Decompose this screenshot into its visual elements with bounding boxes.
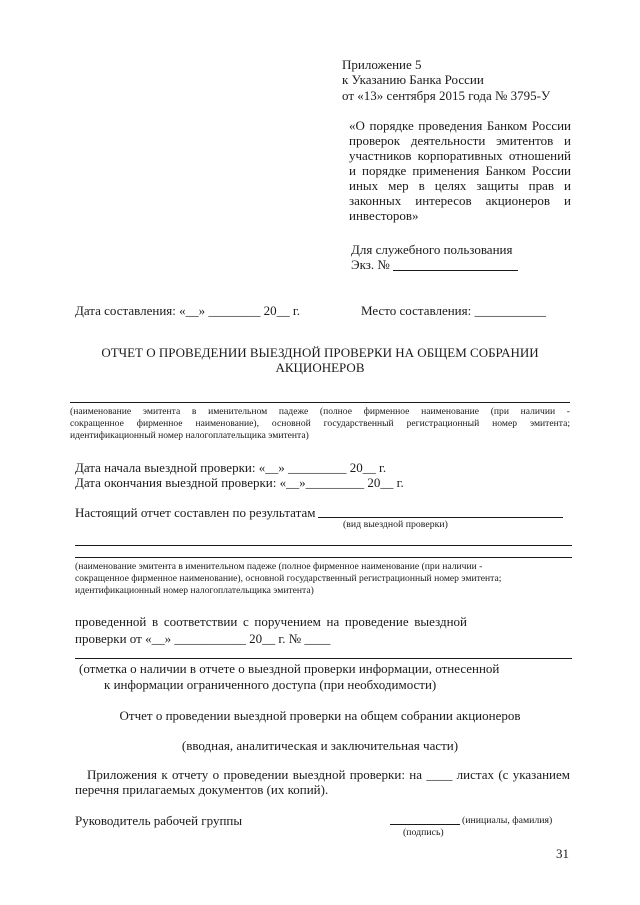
inspection-type-caption: (вид выездной проверки) — [343, 519, 448, 530]
copy-number-label: Экз. № — [351, 257, 390, 272]
order-line2: проверки от «__» ___________ 20__ г. № ____ — [75, 631, 331, 646]
issuer-caption-2 — [75, 561, 570, 597]
issuer-name-line — [70, 402, 570, 403]
reference-line: участников корпоративных отношений — [349, 148, 571, 163]
restricted-note-line1: (отметка о наличии в отчете о выездной проверки информации, отнесенной — [79, 661, 500, 676]
reference-line: и порядке применения Банком России — [349, 163, 571, 178]
reference-line: проверок деятельности эмитентов и — [349, 133, 571, 148]
report-parts: (вводная, аналитическая и заключительная части) — [181, 738, 459, 753]
caption-line: идентификационный номер налогоплательщика эмитента) — [70, 430, 309, 441]
issuer-caption — [70, 406, 570, 442]
appendix-line2: перечня прилагаемых документов (их копий). — [75, 782, 329, 797]
supervisor-label: Руководитель рабочей группы — [75, 813, 243, 828]
caption-line: сокращенное фирменное наименование), основной государственный регистрационный номер эмитента; — [70, 418, 570, 429]
inspection-type-line — [318, 517, 563, 518]
attachment-order: к Указанию Банка России — [342, 72, 484, 87]
reference-block — [349, 118, 571, 223]
caption-line: (наименование эмитента в именительном падеже (полное фирменное наименование (при наличии - — [70, 406, 570, 417]
appendix-line1: Приложения к отчету о проведении выездной проверки: на ____ листах (с указанием — [87, 767, 570, 782]
order-line1-wrap — [75, 614, 467, 629]
date-compiled: Дата составления: «__» ________ 20__ г. — [75, 303, 300, 318]
caption-line: идентификационный номер налогоплательщика эмитента) — [75, 585, 314, 596]
name-caption: (инициалы, фамилия) — [462, 815, 553, 826]
reference-line: инвесторов» — [349, 208, 419, 223]
caption-line: (наименование эмитента в именительном падеже (полное фирменное наименование (при наличии - — [75, 561, 483, 572]
restriction-label: Для служебного пользования — [351, 242, 513, 257]
signature-caption: (подпись) — [403, 827, 444, 838]
copy-number-line — [393, 270, 518, 271]
page-number: 31 — [556, 846, 569, 861]
restricted-info-line — [75, 658, 572, 659]
issuer-name-line-2a — [75, 545, 572, 546]
reference-line: иных мер в целях защиты прав и — [349, 178, 571, 193]
inspection-end-date: Дата окончания выездной проверки: «__»_________ 20__ г. — [75, 475, 404, 490]
results-label: Настоящий отчет составлен по результатам — [75, 505, 316, 520]
reference-line: законных интересов акционеров и — [349, 193, 571, 208]
report-body-title: Отчет о проведении выездной проверки на общем собрании акционеров — [119, 708, 521, 723]
inspection-start-date: Дата начала выездной проверки: «__» _________ 20__ г. — [75, 460, 387, 475]
reference-line: «О порядке проведения Банком России — [349, 118, 571, 133]
order-line1: проведенной в соответствии с поручением на проведение выездной — [75, 614, 467, 629]
appendix-block — [75, 767, 570, 797]
attachment-number: Приложение 5 — [342, 57, 422, 72]
restricted-note-line2: к информации ограниченного доступа (при необходимости) — [104, 677, 437, 692]
report-title-line2: АКЦИОНЕРОВ — [275, 360, 365, 375]
attachment-date: от «13» сентября 2015 года № 3795-У — [342, 88, 551, 103]
report-title-line1: ОТЧЕТ О ПРОВЕДЕНИИ ВЫЕЗДНОЙ ПРОВЕРКИ НА ОБЩЕМ СОБРАНИИ — [101, 345, 539, 360]
issuer-name-line-2b — [75, 557, 572, 558]
place-compiled: Место составления: ___________ — [361, 303, 546, 318]
signature-line — [390, 824, 460, 825]
caption-line: сокращенное фирменное наименование), основной государственный регистрационный номер эмитента; — [75, 573, 502, 584]
